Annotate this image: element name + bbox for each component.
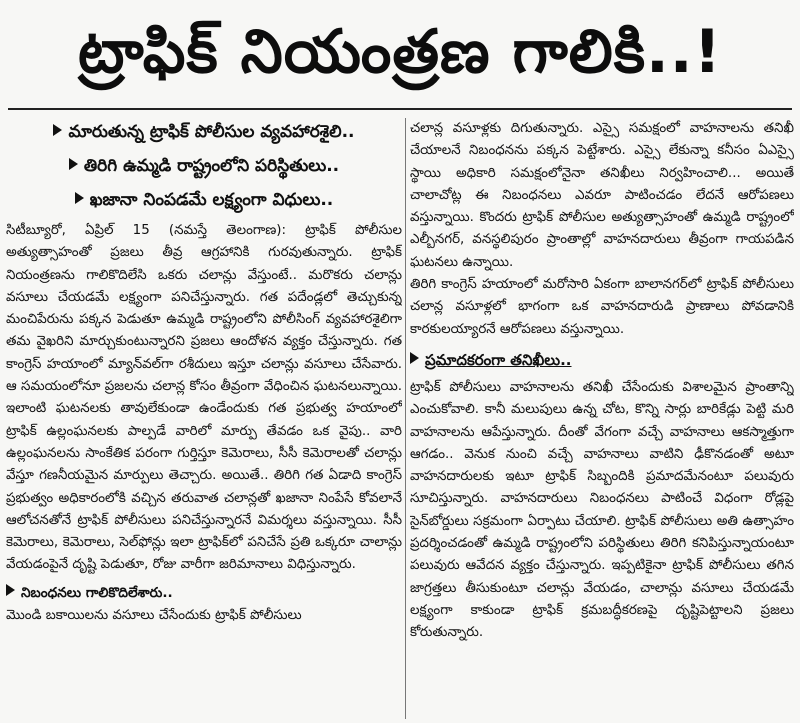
subhead-1: మారుతున్న ట్రాఫిక్ పోలీసుల వ్యవహారశైలి.. [6, 118, 402, 146]
headline: ట్రాఫిక్ నియంత్రణ గాలికి..! [78, 17, 722, 87]
left-column [6, 118, 402, 721]
headline-rule [8, 108, 792, 110]
column-divider [405, 118, 406, 719]
left-section-head: నిబంధనలు గాలికొదిలేశారు.. [6, 581, 402, 605]
right-paragraph-3: ట్రాఫిక్ పోలీసులు వాహనాలను తనిఖీ చేసేందుకు విశాలమైన ప్రాంతాన్ని ఎంచుకోవాలి. కానీ మలుపులు ఉన్న చోట, కొన్ని సార్లు బారికేడ్లు పెట్టి మరి వాహనాలను ఆపేస్తున్నారు. దీంతో వేగంగా వచ్చే వాహనాలు ఆకస్మాత్తుగా ఆగడం.. వెనుక నుంచి వచ్చే వాహనాలు వాటిని ఢీకొనడంతో అటూ వాహనదారులకు ఇటూ ట్రాఫిక్ సిబ్బందికి ప్రమాదమేనంటూ పలువురు సూచిస్తున్నారు. వాహనదారులు నిబంధనలు పాటించే విధంగా రోడ్లపై సైన్‌బోర్డులు సక్రమంగా ఏర్పాటు చేయాలి. ట్రాఫిక్ పోలీసులు అతి ఉత్సాహం ప్రదర్శించడంతో ఉమ్మడి రాష్ట్రంలోని పరిస్థితులు తిరిగి కనిపిస్తున్నాయంటూ పలువురు ఆవేదన వ్యక్తం చేస్తున్నారు. ఇప్పటికైనా ట్రాఫిక్ పోలీసులు తగిన జాగ్రత్తలు తీసుకుంటూ చలాన్లు వేయడం, చాలాన్లు వసూలు చేయడమే లక్ష్యంగా కాకుండా ట్రాఫిక్ క్రమబద్ధీకరణపై దృష్టిపెట్టాలని ప్రజలు కోరుతున్నారు. [410, 379, 794, 641]
subhead-2: తిరిగి ఉమ్మడి రాష్ట్రంలోని పరిస్థితులు.. [6, 152, 402, 180]
left-paragraph: సిటీబ్యూరో, ఏప్రిల్ 15 (నమస్తే తెలంగాణ): ట్రాఫిక్ పోలీసుల అత్యుత్సాహంతో ప్రజలు తీవ్ర ఆగ్రహానికి గురవుతున్నారు. ట్రాఫిక్ నియంత్రణను గాలికొదిలేసి ఒకరు చలాన్లు వేస్తుంటే.. మరొకరు చలాన్లు వసూలు చేయడమే లక్ష్యంగా పనిచేస్తున్నారు. గత పదేండ్లలో తెచ్చుకున్న మంచిపేరును పక్కన పెడుతూ ఉమ్మడి రాష్ట్రంలోని పోలీసింగ్ వ్యవహారశైలిగా తమ వైఖరిని మార్చుకుంటున్నారని ప్రజలు ఆందోళన వ్యక్తం చేస్తున్నారు. గత కాంగ్రెస్ హయాంలో మ్యాన్‌వల్‌గా రశీదులు ఇస్తూ చలాన్లు వసూలు చేసేవారు. ఆ సమయంలోనూ ప్రజలను చలాన్ల కోసం తీవ్రంగా వేధించిన ఘటనలున్నాయి. ఇలాంటి ఘటనలకు తావులేకుండా ఉండేందుకు గత ప్రభుత్వ హయాంలో ట్రాఫిక్ ఉల్లంఘనలకు పాల్పడే వారిలో మార్పు తేవడం ఒక వైపు.. వారి ఉల్లంఘనలను సాంకేతిక పరంగా గుర్తిస్తూ కెమెరాలు, సీసీ కెమెరాలతో చలాన్లు వేస్తూ గణనీయమైన మార్పులు తెచ్చారు. అయితే.. తిరిగి గత ఏడాది కాంగ్రెస్ ప్రభుత్వం అధికారంలోకి వచ్చిన తరువాత చలాన్లతో ఖజానా నింపేసే కోవలానే ఆలోచనతోనే ట్రాఫిక్ పోలీసులు పనిచేస్తున్నారనే విమర్శలు వస్తున్నాయి. సీసీ కెమెరాలు, కెమెరాలు, సెల్‌ఫోన్లు ఇలా ట్రాఫిక్‌లో పనిచేసే ప్రతి ఒక్కరూ చాలాన్లు వేయడంపైనే దృష్టి పెడుతూ, రోజు వారీగా జరిమానాలు విధిస్తున్నారు. [6, 223, 402, 573]
subhead-3: ఖజానా నింపడమే లక్ష్యంగా విధులు.. [6, 186, 402, 214]
right-section-head-text: ప్రమాదకరంగా తనిఖీలు.. [425, 350, 572, 369]
left-body [6, 220, 402, 627]
right-paragraph-1: చలాన్ల వసూళ్లకు దిగుతున్నారు. ఎస్సై సమక్షంలో వాహనాలను తనిఖీ చేయాలనే నిబంధనను పక్కన పెట్టేశారు. ఎస్సై లేకున్నా కనీసం ఏఎస్సై స్థాయి అధికారి సమక్షంలోనైనా తనిఖీలు నిర్వహించాలి... అయితే చాలాచోట్ల ఈ నిబంధనలు ఎవరూ పాటించడం లేదనే ఆరోపణలు వస్తున్నాయి. కొందరు ట్రాఫిక్ పోలీసుల అత్యుత్సాహంతో ఉమ్మడి రాష్ట్రంలో ఎల్బీనగర్, వనస్థలిపురం ప్రాంతాల్లో వాహనదారులు తీవ్రంగా గాయపడిన ఘటనలు ఉన్నాయి. [410, 121, 794, 270]
right-paragraph-2: తిరిగి కాంగ్రెస్ హయాంలో మరోసారి ఏకంగా బాలానగర్‌లో ట్రాఫిక్ పోలీసులు చలాన్ల వసూళ్లలో భాగంగా ఒక వాహనదారుడి ప్రాణాలు పోవడానికి కారకులయ్యారనే ఆరోపణలు వస్తున్నాయి. [410, 277, 794, 337]
right-section-head [410, 347, 794, 373]
right-column [410, 118, 794, 721]
left-tail: మొండి బకాయిలను వసూలు చేసేందుకు ట్రాఫిక్ పోలీసులు [6, 607, 302, 623]
right-body [410, 118, 794, 645]
